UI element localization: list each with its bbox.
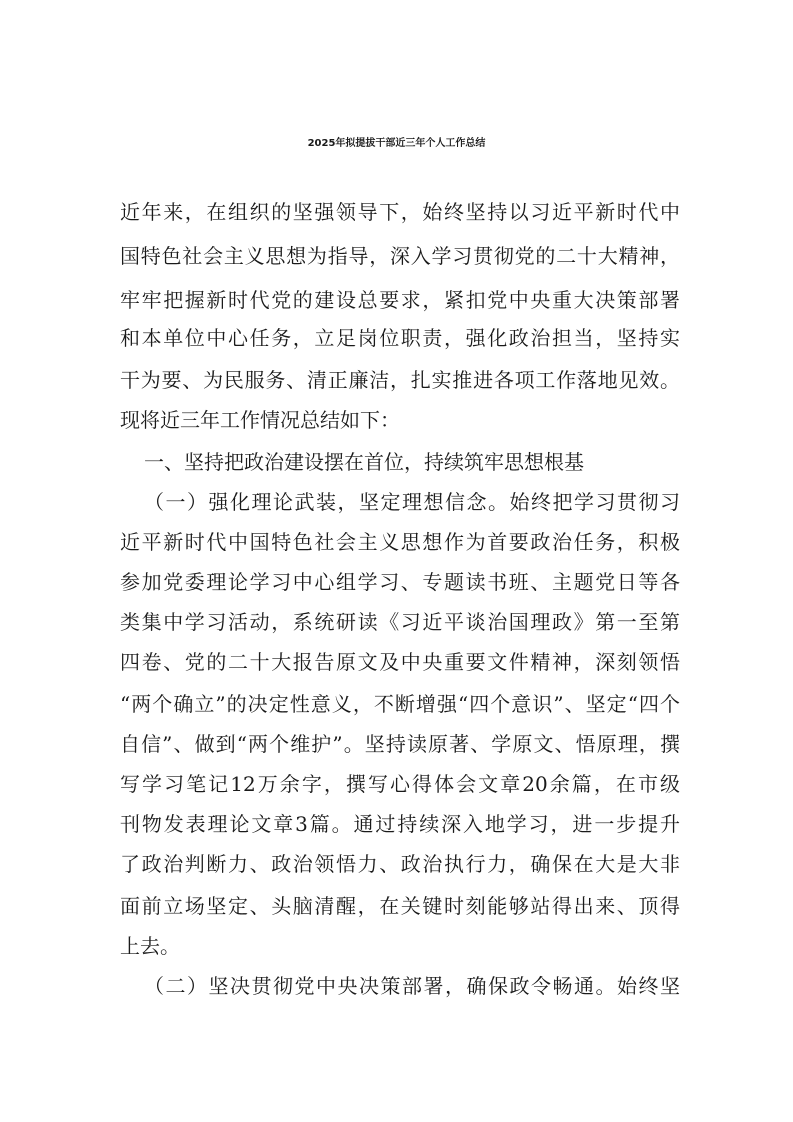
body-line-16: 刊物发表理论文章3篇。通过持续深入地学习，进一步提升 (120, 812, 680, 836)
body-line-9: 近平新时代中国特色社会主义思想作为首要政治任务，积极 (120, 530, 680, 554)
body-line-3: 牢牢把握新时代党的建设总要求，紧扣党中央重大决策部署 (120, 288, 680, 312)
body-line-6: 现将近三年工作情况总结如下： (120, 408, 400, 432)
body-line-5: 干为要、为民服务、清正廉洁，扎实推进各项工作落地见效。 (120, 368, 680, 392)
body-line-11: 类集中学习活动，系统研读《习近平谈治国理政》第一至第 (120, 610, 680, 634)
body-line-1: 近年来，在组织的坚强领导下，始终坚持以习近平新时代中 (120, 200, 680, 224)
body-line-4: 和本单位中心任务，立足岗位职责，强化政治担当，坚持实 (120, 326, 680, 350)
body-line-20: （二）坚决贯彻党中央决策部署，确保政令畅通。始终坚 (144, 974, 680, 998)
body-line-10: 参加党委理论学习中心组学习、专题读书班、主题党日等各 (120, 570, 680, 594)
body-line-12: 四卷、党的二十大报告原文及中央重要文件精神，深刻领悟 (120, 650, 680, 674)
body-line-14: 自信”、做到“两个维护”。坚持读原著、学原文、悟原理，撰 (120, 732, 680, 756)
document-title: 2025年拟提拔干部近三年个人工作总结 (307, 138, 486, 149)
body-line-19: 上去。 (120, 934, 180, 958)
body-line-17: 了政治判断力、政治领悟力、政治执行力，确保在大是大非 (120, 852, 680, 876)
body-line-15: 写学习笔记12万余字，撰写心得体会文章20余篇，在市级 (120, 772, 680, 796)
body-line-18: 面前立场坚定、头脑清醒，在关键时刻能够站得出来、顶得 (120, 894, 680, 918)
body-line-8: （一）强化理论武装，坚定理想信念。始终把学习贯彻习 (144, 490, 680, 514)
section-heading-1: 一、坚持把政治建设摆在首位，持续筑牢思想根基 (144, 450, 584, 474)
body-line-2: 国特色社会主义思想为指导，深入学习贯彻党的二十大精神， (120, 244, 680, 268)
body-line-13: “两个确立”的决定性意义，不断增强“四个意识”、坚定“四个 (120, 692, 680, 716)
